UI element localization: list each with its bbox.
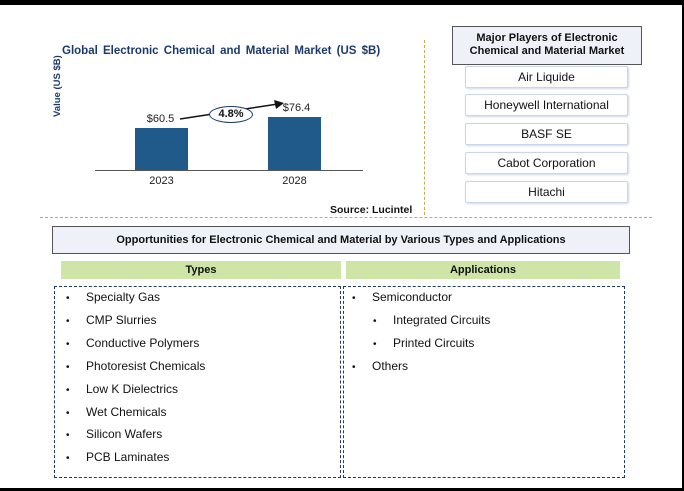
bullet-icon: •	[66, 361, 70, 373]
chart-title: Global Electronic Chemical and Material Market (US $B)	[62, 45, 381, 57]
chart-y-axis-label: Value (US $B)	[52, 55, 63, 117]
opportunities-title: Opportunities for Electronic Chemical and Material by Various Types and Applications	[52, 226, 630, 254]
application-label: Integrated Circuits	[393, 312, 491, 327]
players-title: Major Players of Electronic Chemical and Material Market	[452, 26, 642, 65]
applications-header: Applications	[346, 261, 620, 279]
type-item	[66, 382, 178, 396]
type-item	[66, 313, 156, 327]
type-item	[66, 405, 166, 419]
type-item-label: Silicon Wafers	[86, 427, 163, 442]
source-label: Source: Lucintel	[330, 204, 413, 216]
bullet-icon: •	[66, 384, 70, 396]
application-label: Semiconductor	[372, 290, 453, 304]
type-item	[66, 336, 199, 350]
bullet-icon: •	[66, 293, 70, 304]
infographic-canvas	[0, 5, 682, 488]
application-label: Others	[372, 358, 409, 373]
bar-value-label: $76.4	[282, 102, 311, 114]
type-item-label: Low K Dielectrics	[86, 381, 179, 396]
bullet-icon: •	[66, 430, 70, 442]
bullet-icon: •	[352, 361, 356, 373]
player-item: Cabot Corporation	[465, 152, 628, 174]
type-item	[66, 290, 160, 304]
bullet-icon: •	[66, 338, 70, 350]
type-item	[66, 427, 162, 441]
bullet-icon: •	[373, 315, 377, 327]
vertical-divider	[424, 40, 425, 215]
type-item-label: Photoresist Chemicals	[86, 358, 206, 373]
type-item-label: Specialty Gas	[86, 290, 161, 304]
type-item	[66, 359, 205, 373]
application-label: Printed Circuits	[393, 335, 475, 350]
x-tick-label: 2023	[149, 175, 174, 187]
application-subitem	[373, 313, 490, 327]
bullet-icon: •	[373, 338, 377, 350]
bullet-icon: •	[66, 407, 70, 419]
type-item-label: Wet Chemicals	[86, 404, 167, 419]
application-item	[352, 359, 408, 373]
player-item: Air Liquide	[465, 66, 628, 88]
bar-value-label: $60.5	[146, 113, 175, 126]
player-item: BASF SE	[465, 123, 628, 145]
type-item-label: Conductive Polymers	[86, 335, 200, 350]
type-item-label: CMP Slurries	[86, 312, 157, 327]
type-item	[66, 450, 169, 464]
bullet-icon: •	[66, 453, 70, 465]
bar-2028	[268, 117, 321, 170]
application-subitem	[373, 336, 474, 350]
bullet-icon: •	[66, 315, 70, 327]
player-item: Hitachi	[465, 181, 628, 203]
x-tick-label: 2028	[282, 175, 307, 187]
horizontal-divider	[40, 217, 652, 218]
bullet-icon: •	[352, 293, 356, 304]
type-item-label: PCB Laminates	[86, 450, 170, 465]
chart-x-axis	[95, 170, 363, 171]
types-header: Types	[61, 261, 341, 279]
player-item: Honeywell International	[465, 94, 628, 116]
cagr-badge: 4.8%	[209, 106, 253, 123]
application-item	[352, 290, 452, 304]
bar-2023	[135, 128, 188, 170]
